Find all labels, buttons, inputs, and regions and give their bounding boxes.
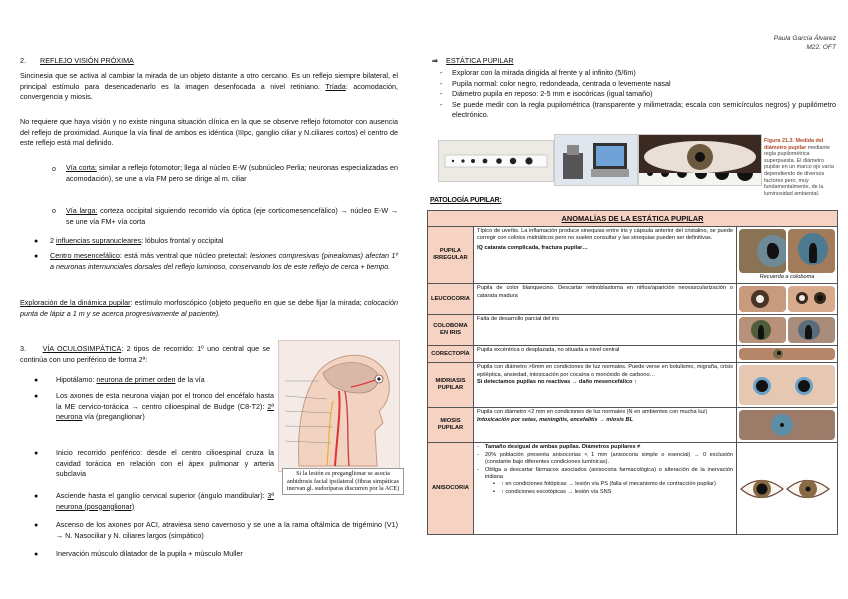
via-larga-label: Vía larga: (66, 206, 98, 215)
hipotalamo-pre: Hipotálamo: (56, 375, 97, 384)
anisocoria-item: Obliga a descartar fármacos asociados (anisocoria farmacológica) o alteración de la inervación iridiana (484, 466, 733, 481)
coloboma-like-image (788, 229, 835, 273)
triad-text: : acomodación, convergencia y miosis. (20, 81, 398, 102)
section-title: REFLEJO VISIÓN PRÓXIMA (40, 56, 134, 65)
mesencefalico-item (50, 251, 398, 272)
row-label: MIDRIASIS PUPILAR (428, 363, 474, 408)
table-row (428, 315, 838, 346)
via-larga-text: corteza occipital siguiendo recorrido vía óptica (eje corticomesencefálico) → núcleo E-W → se une vía FM+ vía corta (66, 206, 399, 226)
figure-21-3-caption (764, 138, 840, 197)
bullet-dot-icon: ● (34, 493, 39, 500)
section-2-paragraph-1 (20, 71, 398, 103)
section-2-heading (20, 56, 400, 67)
anisocoria-subitem: ↑ condiciones escotópicas → lesión vía SNS (500, 488, 612, 495)
budge-post: vía (preganglionar) (82, 412, 145, 422)
mesencefalico-label: Centro mesencefálico (50, 251, 120, 260)
ganglio-text: Asciende hasta el ganglio cervical superior (ángulo mandibular): (56, 491, 268, 500)
table-row (428, 227, 838, 284)
budge-neuron: 2ª neurona (56, 401, 274, 422)
anisocoria-eyes-image (739, 466, 835, 512)
author-name: Paula García Álvarez (773, 35, 836, 42)
leukocoria-child-image (788, 286, 835, 312)
section-3-heading (20, 344, 270, 365)
row-extra: IQ catarata complicada, fractura pupilar… (476, 244, 588, 251)
budge-text: Los axones de esta neurona viajan por el tronco del encéfalo hasta la ME cervico-torácica → centro cilioespinal de Budge (C8-T2): (56, 391, 274, 411)
estatica-heading (432, 56, 514, 67)
via-corta-item (66, 163, 398, 184)
row-text: Pupila con diámetro <2 mm en condiciones de luz normales (N en ambientes con mucha luz) (476, 409, 708, 416)
row-text: Pupila con diámetro >6mm en condiciones de luz normales. Puede verse en botulismo, migraña, crisis epiléptica, ansiedad, intoxicación por cocaína o monóxido de carbono… (476, 364, 733, 378)
row-text: Falta de desarrollo parcial del iris (473, 315, 736, 346)
via-larga-item (66, 206, 398, 227)
estatica-item: Explorar con la mirada dirigida al frente y al infinito (5/6m) (452, 68, 636, 77)
periferico-item: Inicio recorrido periférico: desde el centro cilioespinal cruza la cavidad torácica en relación con el ápex pulmonar y arteria subclavia (56, 448, 274, 479)
hipotalamo-item (56, 375, 274, 386)
section-2-paragraph-2: No requiere que haya visión y no existe ninguna situación clínica en la que se observe reflejo fotomotor con ausencia del reflejo de proximidad. Aunque la vía final de ambos es idéntica (IIIpc, ganglio ciliar y N.ciliares cortos) el centro de este reflejo está mal definido. (20, 117, 398, 148)
supranuclear-text: : lóbulos frontal y occipital (141, 236, 224, 245)
row-text: Pupila de color blanquecino. Descartar retinoblastoma en niños/aparición neovascularización o catarata madura (473, 284, 736, 315)
figure-caption-box: Si la lesión es preganglionar se asocia anhidrosis facial ipsilateral (fibras simpáticas inervan gl. sudoríparas discurren por la ACE) (282, 468, 404, 495)
bullet-circle-icon: o (52, 208, 56, 215)
row-label: COLOBOMA EN IRIS (428, 315, 474, 346)
course-code: M22. OFT (806, 44, 836, 51)
ganglio-item (56, 491, 274, 512)
patologia-title: PATOLOGÍA PUPILAR: (430, 197, 502, 204)
coloboma-eye-image-2 (788, 317, 835, 343)
via-corta-text: similar a reflejo fotomotor; llega al núcleo E-W (subnúcleo Perlia; neuronas especializadas en acomodación), se une a vía FM pero se dirige al m. ciliar (66, 163, 398, 183)
exploracion-dinamica (20, 298, 398, 319)
mesencefalico-italic: lesiones compresivas (pinealomas) afectan 1º a neuronas internunciales dorsales del reflejo luminoso, conservando los de este reflejo de cerca + tiempo. (50, 251, 399, 271)
anisocoria-item: 20% población presenta anisocorias < 1 mm (anisocoria simple o esencial) → 0 exclusión (constante bajo diferentes condiciones lumínicas). (484, 451, 733, 466)
supranuclear-label: influencias supranucleares (56, 236, 142, 245)
bullet-dot-icon: ● (34, 393, 39, 400)
ascenso-item: Ascenso de los axones por ACI, atraviesa seno cavernoso y se une a la rama oftálmica de trigémino (V1) → N. Nasociliar y N. ciliares largos (simpático) (56, 520, 398, 540)
sympathetic-pathway-figure (278, 340, 400, 472)
table-title: ANOMALÍAS DE LA ESTÁTICA PUPILAR (428, 211, 838, 227)
bullet-dot-icon: ● (34, 253, 39, 260)
irregular-pupil-image (739, 229, 786, 273)
row-label: PUPILA IRREGULAR (428, 227, 474, 284)
bullet-dot-icon: ● (34, 450, 39, 457)
eye-with-ruler-image (638, 134, 762, 186)
anisocoria-subitem: ↑ en condiciones fotópicas → lesión vía PS (falla el mecanismo de contracción pupilar) (500, 481, 716, 488)
row-label: LEUCOCORIA (428, 284, 474, 315)
row-text: Típico de uveítis. La inflamación produce sinequias entre iris y cápsula anterior del cristalino, se puede corregir con colirios midriáticos pero no suelen consultar y las sinequias pueden ser definitivas. (476, 228, 733, 242)
section-intro: : 2 tipos de recorrido: 1º uno central que se continúa con uno periférico de forma 2ª: (20, 344, 271, 364)
table-row (428, 346, 838, 363)
estatica-list: - Explorar con la mirada dirigida al frente y al infinito (5/6m) - Pupila normal: color negro, redondeada, centrada o levemente nasal - Diámetro pupila en reposo: 2-5 mm e isocóricas (igual tamaño) - Se puede medir con la regla pupilométrica (transparente y milimetrada; escala con semicírculos negros) y pupilómetro electrónico. (440, 68, 836, 120)
ganglio-neuron: 3ª neurona (posganglionar) (56, 491, 274, 511)
budge-item (56, 391, 274, 423)
page-header (774, 34, 836, 52)
bullet-dot-icon: ● (34, 238, 39, 245)
midriasis-eyes-image (739, 365, 835, 405)
section-number: 3. (20, 344, 26, 353)
miosis-eye-image (739, 410, 835, 440)
p1-text: Sincinesia que se activa al cambiar la mirada de un objeto distante a otro cercano. Es un reflejo siempre bilateral, el principal estímulo para desencadenarlo es la imagen desenfocada a nivel retiniano. (20, 71, 398, 91)
leukocoria-eye-image (739, 286, 786, 312)
via-corta-label: Vía corta: (66, 163, 97, 172)
exploracion-label: Exploración de la dinámica pupilar (20, 298, 131, 307)
inervacion-item: Inervación músculo dilatador de la pupila + músculo Muller (56, 549, 243, 558)
hipotalamo-neuron: neurona de primer orden (96, 375, 176, 384)
supranuclear-item (50, 236, 398, 247)
estatica-item: Se puede medir con la regla pupilométrica (transparente y milimetrada; escala con semicírculos negros) y pupilómetro electrónico. (452, 99, 836, 120)
supranuclear-num: 2 (50, 236, 54, 245)
section-title: VÍA OCULOSIMPÁTICA (42, 344, 122, 353)
double-arrow-icon: ⇒ (432, 56, 439, 65)
table-row (428, 408, 838, 443)
figure-text: mediante regla pupilométrica superpuesta. El diámetro pupilar en un marco ojo varía dependiendo de diversos factores pero, muy fundamentalmente, de la luminosidad ambiental. (764, 144, 834, 197)
coloboma-eye-image (739, 317, 786, 343)
bullet-circle-icon: o (52, 166, 56, 173)
bullet-dot-icon: ● (34, 377, 39, 384)
pupillometer-ruler-image (438, 140, 554, 182)
estatica-item: Pupila normal: color negro, redondeada, centrada o levemente nasal (452, 78, 671, 88)
electronic-pupillometer-image (554, 134, 638, 186)
row-extra: Intoxicación por setas, meningitis, encefalitis → miosis BL (476, 416, 634, 423)
triad-label: Tríada (325, 81, 346, 91)
hipotalamo-post: de la vía (175, 375, 205, 384)
row-label: CORECTOPÍA (428, 346, 474, 363)
row-text: Pupila excéntrica o desplazada, no situada a nivel central (473, 346, 736, 363)
bullet-dot-icon: ● (34, 522, 39, 529)
anisocoria-item: Tamaño desigual de ambas pupilas. Diámetros pupilares ≠ (484, 444, 641, 451)
row-label: MIOSIS PUPILAR (428, 408, 474, 443)
exploracion-italic: colocación punta de lápiz a 1 m y se acerca progresivamente al paciente). (20, 298, 398, 318)
image-caption: Recuerda a coloboma (759, 274, 815, 280)
section-number: 2. (20, 56, 26, 65)
corectopia-eye-image (739, 348, 835, 360)
table-row (428, 284, 838, 315)
mesencefalico-text: : está más ventral que núcleo pretectal: (119, 251, 251, 260)
bullet-dot-icon: ● (34, 551, 39, 558)
table-row: ANISOCORIA - Tamaño desigual de ambas pupilas. Diámetros pupilares ≠ - 20% población presenta anisocorias < 1 mm (anisocoria simple o esencial) → 0 exclusión (constante bajo diferentes condiciones lumínicas). - Obliga a descartar fármacos asociados (anisocoria farmacológica) o alteración de la inervación iridiana ▪ ↑ en condiciones fotópicas → lesión vía PS (falla el mecanismo de contracción pupilar) ▪ ↑ condiciones escotópicas → lesión vía SNS (428, 443, 838, 535)
table-row (428, 363, 838, 408)
estatica-title: ESTÁTICA PUPILAR (446, 56, 514, 65)
head-anatomy-illustration (279, 341, 399, 471)
row-label: ANISOCORIA (428, 443, 474, 535)
row-extra: Si detectamos pupilas no reactivas → daño mesencefálico ↑ (476, 379, 637, 386)
figure-title: Figura 21.3. Medida del diámetro pupilar (764, 138, 824, 151)
exploracion-text: : estímulo morfoscópico (objeto pequeño en que se debe fijar la mirada; (130, 298, 365, 307)
anomalias-table (427, 210, 838, 535)
estatica-item: Diámetro pupila en reposo: 2-5 mm e isocóricas (igual tamaño) (452, 89, 653, 99)
